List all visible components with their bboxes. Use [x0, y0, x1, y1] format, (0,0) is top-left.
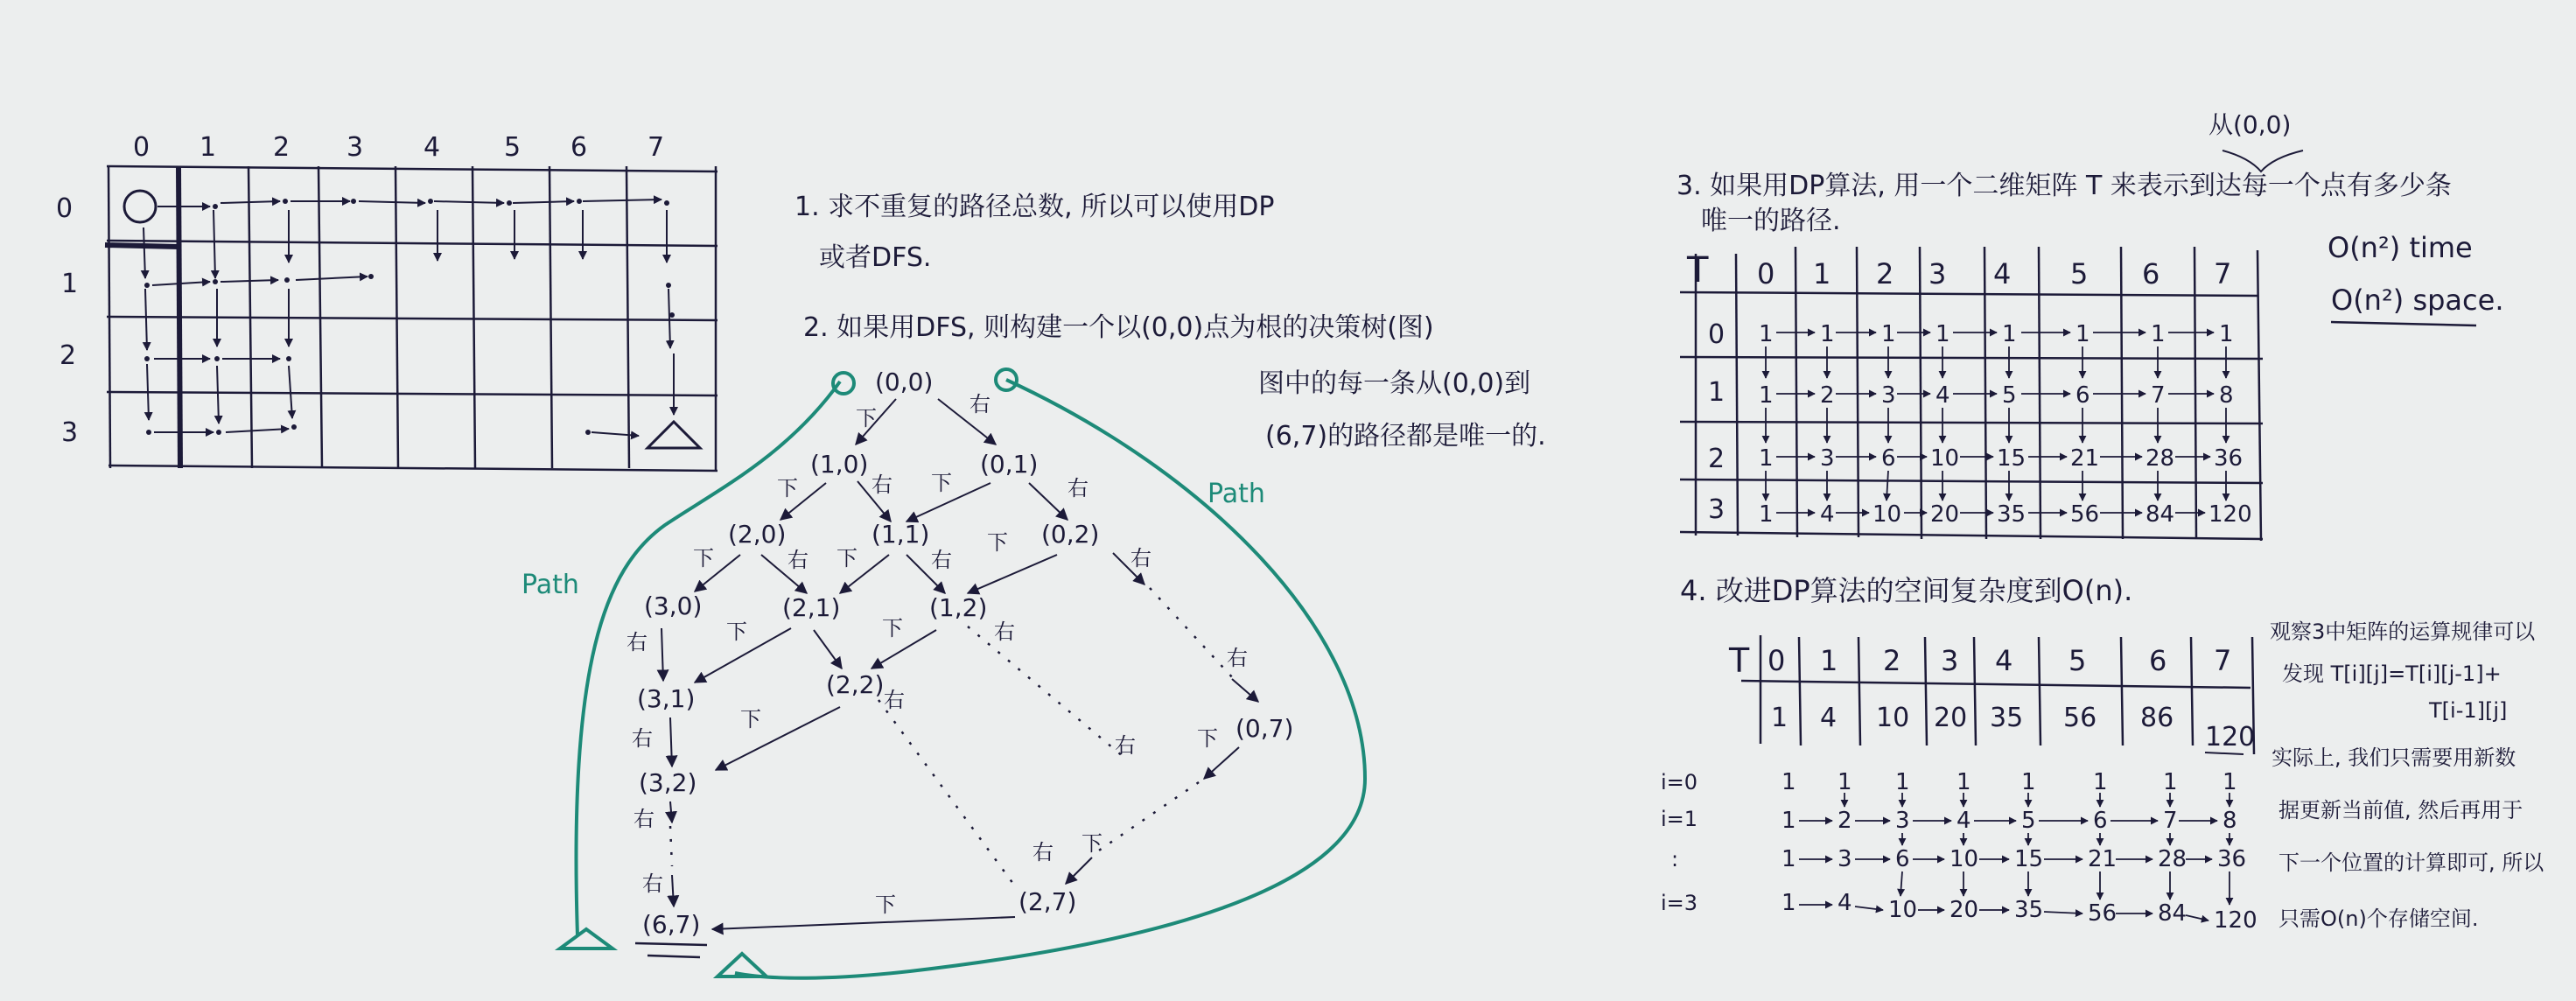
- side-note-1: 观察3中矩阵的运算规律可以: [2270, 620, 2536, 644]
- grid-row-1: 1: [61, 269, 79, 299]
- dp-2d-col-7: 7: [2214, 257, 2232, 290]
- dp-cell: 10: [1872, 501, 1902, 528]
- iter-cell: 1: [2222, 769, 2237, 795]
- note-1-line-1: 1. 求不重复的路径总数, 所以可以使用DP: [794, 192, 1275, 222]
- tree-node-0-0: (0,0): [875, 368, 934, 396]
- dp-2d-label: T: [1687, 250, 1709, 290]
- dp-cell: 1: [1881, 321, 1896, 347]
- dp-1d-col-1: 1: [1820, 644, 1838, 677]
- side-note-4: 实际上, 我们只需要用新数: [2272, 746, 2516, 770]
- edge-label-down: 下: [777, 476, 798, 500]
- dp-1d-row-label-1: i=1: [1661, 807, 1698, 831]
- dp-1d-col-3: 3: [1941, 644, 1959, 677]
- tree-node-2-1: (2,1): [782, 593, 841, 622]
- tree-node-2-7: (2,7): [1018, 887, 1077, 916]
- iter-cell: 6: [2093, 808, 2108, 834]
- dp-1d-cell: 35: [1990, 703, 2024, 733]
- side-note-5: 据更新当前值, 然后再用于: [2278, 798, 2524, 822]
- iter-cell: 1: [1782, 846, 1796, 872]
- dp-1d-cell: 4: [1820, 703, 1838, 733]
- iter-cell: 1: [1782, 890, 1796, 916]
- dp-2d-col-5: 5: [2070, 257, 2089, 290]
- dp-1d-cell: 20: [1934, 703, 1968, 733]
- dp-1d-row-labels: [1661, 770, 1698, 915]
- iter-cell: 6: [1895, 846, 1910, 872]
- edge-label-down: 下: [875, 892, 896, 917]
- iter-cell: 36: [2217, 846, 2247, 872]
- iter-cell: 10: [1950, 846, 1979, 872]
- tree-node-2-2: (2,2): [826, 670, 885, 699]
- path-label-right: Path: [1208, 479, 1265, 509]
- edge-label-down: 下: [740, 707, 761, 732]
- dp-cell: 4: [1936, 382, 1950, 409]
- dp-cell: 1: [1936, 321, 1950, 347]
- brace: [2222, 150, 2303, 172]
- edge-label-down: 下: [726, 620, 747, 644]
- side-note-6: 下一个位置的计算即可, 所以: [2278, 850, 2544, 875]
- tree-node-0-1: (0,1): [980, 450, 1039, 479]
- dp-cell: 1: [1759, 501, 1774, 528]
- tree-node-1-0: (1,0): [810, 450, 869, 479]
- dp-cell: 28: [2146, 445, 2175, 472]
- edge-label-down: 下: [693, 546, 714, 570]
- dp-cell: 56: [2070, 501, 2100, 528]
- iter-cell: 7: [2163, 808, 2178, 834]
- side-note-3: T[i-1][j]: [2429, 698, 2508, 723]
- dp-1d-values: [1771, 703, 2255, 752]
- dp-1d-col-5: 5: [2068, 644, 2087, 677]
- dp-cell: 15: [1997, 445, 2026, 472]
- tree-edges: [662, 399, 1258, 929]
- iter-cell: 5: [2021, 808, 2036, 834]
- dp-cell: 120: [2208, 501, 2252, 528]
- note-4-line-1: 4. 改进DP算法的空间复杂度到O(n).: [1680, 574, 2133, 607]
- side-notes: [2270, 620, 2544, 931]
- complexity-time: O(n²) time: [2328, 231, 2473, 264]
- dp-cell: 1: [1820, 321, 1835, 347]
- iter-cell: 56: [2088, 900, 2118, 927]
- grid-row-3: 3: [61, 417, 79, 448]
- dp-1d-col-0: 0: [1768, 644, 1786, 677]
- dp-cell: 21: [2070, 445, 2100, 472]
- grid-col-7: 7: [648, 132, 665, 163]
- edge-label-down: 下: [882, 616, 903, 640]
- grid-col-2: 2: [273, 132, 290, 163]
- dp-2d-row-3: 3: [1708, 494, 1726, 525]
- tree-node-1-2: (1,2): [929, 593, 988, 622]
- dp-cell: 1: [1759, 445, 1774, 472]
- dp-cell: 1: [2002, 321, 2017, 347]
- iter-cell: 3: [1838, 846, 1852, 872]
- dp-1d-row-label-3: i=3: [1661, 891, 1698, 915]
- dp-cell: 1: [1759, 321, 1774, 347]
- note-2-line-1: 2. 如果用DFS, 则构建一个以(0,0)点为根的决策树(图): [803, 312, 1434, 343]
- dfs-decision-tree: [522, 368, 1365, 978]
- notes-dfs: [794, 192, 1546, 452]
- tree-node-3-2: (3,2): [639, 768, 697, 797]
- dp-cell: 4: [1820, 501, 1835, 528]
- dp-cell: 7: [2151, 382, 2166, 409]
- grid-col-5: 5: [504, 132, 522, 163]
- note-3-line-1: 3. 如果用DP算法, 用一个二维矩阵 T 来表示到达每一个点有多少条: [1676, 171, 2452, 201]
- iter-cell: 3: [1895, 808, 1910, 834]
- edge-label-down: 下: [931, 471, 952, 495]
- dp-2d-row-0: 0: [1708, 319, 1726, 350]
- edge-label-right: 右: [884, 688, 905, 712]
- unique-paths-grid: [56, 132, 718, 471]
- path-label-left: Path: [522, 570, 579, 600]
- dp-2d-col-0: 0: [1757, 257, 1775, 290]
- iter-cell: 10: [1888, 897, 1918, 923]
- grid-row-2: 2: [60, 340, 77, 371]
- dp-1d-col-7: 7: [2214, 644, 2232, 677]
- goal-underline-1: [635, 943, 707, 945]
- dp-1d-col-2: 2: [1883, 644, 1901, 677]
- iter-cell: 1: [1782, 808, 1796, 834]
- dp-1d-underline: [2205, 752, 2244, 754]
- dp-1d-label: T: [1729, 641, 1750, 680]
- dp-1d-iterations: [1782, 769, 2258, 934]
- iter-cell: 8: [2222, 808, 2237, 834]
- iter-cell: 35: [2014, 897, 2044, 923]
- edge-label-down: 下: [836, 546, 858, 570]
- grid-col-1: 1: [200, 132, 217, 163]
- tree-node-3-0: (3,0): [644, 592, 703, 620]
- iter-cell: 1: [2093, 769, 2108, 795]
- tree-node-6-7: (6,7): [642, 910, 701, 939]
- dp-cell: 6: [1881, 445, 1896, 472]
- edge-label-down: 下: [987, 530, 1008, 555]
- edge-label-right: 右: [634, 807, 654, 831]
- dp-cell: 6: [2076, 382, 2090, 409]
- grid-row-headers: [56, 193, 78, 448]
- grid-row-0: 0: [56, 193, 74, 224]
- tree-node-2-0: (2,0): [728, 520, 787, 549]
- start-circle-icon: [124, 191, 156, 222]
- iter-cell: 84: [2158, 900, 2188, 927]
- dp-1d-table: [1661, 635, 2258, 934]
- grid-col-3: 3: [346, 132, 364, 163]
- edge-label-down: 下: [1197, 726, 1218, 751]
- dp-2d-row-1: 1: [1708, 377, 1726, 408]
- edge-label-down: 下: [1082, 831, 1102, 856]
- tree-node-3-1: (3,1): [637, 684, 696, 713]
- grid-lines: [105, 166, 718, 471]
- dp-cell: 3: [1820, 445, 1835, 472]
- iter-cell: 20: [1950, 897, 1979, 923]
- iter-cell: 2: [1838, 808, 1852, 834]
- path-end-left-icon: [560, 929, 612, 948]
- dp-cell: 20: [1930, 501, 1960, 528]
- dp-2d-row-2: 2: [1708, 444, 1726, 474]
- iter-cell: 1: [1838, 769, 1852, 795]
- dp-1d-cell: 1: [1771, 703, 1788, 733]
- iter-cell: 1: [2163, 769, 2178, 795]
- dp-cell: 1: [2151, 321, 2166, 347]
- dp-1d-headers: [1728, 641, 2231, 680]
- iter-cell: 28: [2158, 846, 2188, 872]
- goal-triangle-icon: [648, 422, 700, 448]
- edge-label-right: 右: [632, 726, 653, 751]
- edge-label-right: 右: [970, 392, 990, 416]
- iter-cell: 1: [1782, 769, 1796, 795]
- tree-edge-labels: [626, 392, 1248, 917]
- dp-cell: 2: [1820, 382, 1835, 409]
- iter-cell: 4: [1956, 808, 1971, 834]
- note-3-line-2: 唯一的路径.: [1701, 206, 1841, 236]
- dp-2d-values: [1759, 321, 2252, 528]
- dp-2d-table: [1680, 247, 2263, 541]
- complexity-space: O(n²) space.: [2331, 284, 2504, 317]
- dp-cell: 5: [2002, 382, 2017, 409]
- path-curve-left: [576, 382, 840, 936]
- dp-cell: 10: [1930, 445, 1960, 472]
- dp-cell: 1: [2219, 321, 2234, 347]
- dp-cell: 1: [2076, 321, 2090, 347]
- tree-node-1-1: (1,1): [872, 520, 930, 549]
- side-note-2: 发现 T[i][j]=T[i][j-1]+: [2282, 662, 2502, 686]
- note-2-line-3: (6,7)的路径都是唯一的.: [1265, 421, 1546, 452]
- edge-label-right: 右: [1032, 840, 1054, 864]
- iter-cell: 15: [2014, 846, 2044, 872]
- dp-2d-col-3: 3: [1928, 257, 1947, 290]
- dp-2d-headers: [1686, 250, 2231, 290]
- note-2-line-2: 图中的每一条从(0,0)到: [1258, 368, 1531, 399]
- side-note-7: 只需O(n)个存储空间.: [2278, 906, 2479, 931]
- dp-2d-col-6: 6: [2142, 257, 2160, 290]
- tree-nodes: [637, 368, 1293, 939]
- dp-cell: 36: [2214, 445, 2244, 472]
- edge-label-right: 右: [626, 630, 648, 654]
- notes-dp-optimized: [1680, 574, 2544, 931]
- grid-col-headers: [133, 132, 664, 163]
- edge-label-down: 下: [856, 406, 877, 430]
- grid-col-6: 6: [570, 132, 588, 163]
- tree-dotted-edges: [670, 588, 1234, 884]
- dp-1d-col-6: 6: [2149, 644, 2167, 677]
- edge-label-right: 右: [1068, 476, 1088, 500]
- dp-1d-cell: 56: [2063, 703, 2097, 733]
- dp-1d-row-label-0: i=0: [1661, 770, 1698, 794]
- dp-2d-col-4: 4: [1993, 257, 2012, 290]
- goal-underline-2: [648, 956, 700, 957]
- edge-label-right: 右: [1130, 546, 1152, 570]
- dp-2d-col-2: 2: [1876, 257, 1894, 290]
- iter-cell: 1: [1895, 769, 1910, 795]
- edge-label-right: 右: [994, 620, 1015, 644]
- iter-cell: 1: [1956, 769, 1971, 795]
- dp-cell: 1: [1759, 382, 1774, 409]
- note-3-from: 从(0,0): [2208, 110, 2292, 139]
- dp-cell: 3: [1881, 382, 1896, 409]
- iter-cell: 120: [2214, 907, 2258, 934]
- dp-cell: 84: [2146, 501, 2175, 528]
- dp-1d-cell: 120: [2205, 722, 2256, 752]
- edge-label-right: 右: [872, 472, 892, 497]
- edge-label-right: 右: [642, 872, 663, 896]
- iter-cell: 21: [2088, 846, 2118, 872]
- complexity-underline: [2331, 322, 2476, 326]
- dp-1d-col-4: 4: [1995, 644, 2013, 677]
- edge-label-right: 右: [931, 548, 952, 572]
- dp-1d-cell: 10: [1876, 703, 1910, 733]
- grid-col-0: 0: [133, 132, 150, 163]
- note-1-line-2: 或者DFS.: [819, 242, 932, 273]
- tree-node-0-7: (0,7): [1236, 714, 1294, 743]
- dp-1d-cell: 86: [2140, 703, 2174, 733]
- edge-label-right: 右: [1115, 733, 1136, 758]
- grid-col-4: 4: [424, 132, 441, 163]
- dp-1d-row-label-2: :: [1671, 847, 1679, 872]
- dp-2d-col-1: 1: [1813, 257, 1831, 290]
- edge-label-right: 右: [1227, 646, 1248, 670]
- dp-cell: 8: [2219, 382, 2234, 409]
- dp-cell: 35: [1997, 501, 2026, 528]
- iter-cell: 4: [1838, 890, 1852, 916]
- tree-node-0-2: (0,2): [1041, 520, 1100, 549]
- edge-label-right: 右: [788, 548, 808, 572]
- path-start-left-icon: [833, 373, 854, 394]
- iter-cell: 1: [2021, 769, 2036, 795]
